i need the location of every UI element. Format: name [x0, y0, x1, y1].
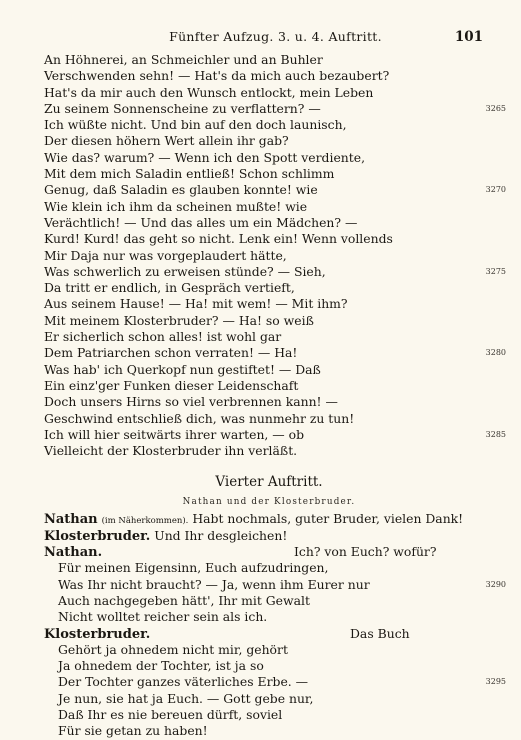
verse-line — [44, 691, 494, 707]
verse-text: Nicht wolltet reicher sein als ich. — [58, 609, 268, 625]
verse-line — [44, 166, 494, 182]
verse-text: Er sicherlich schon alles! ist wohl gar — [44, 329, 282, 345]
page-number: 101 — [454, 29, 483, 45]
speaker-name: Nathan — [44, 512, 98, 528]
speech-text: Ich? von Euch? wofür? — [294, 544, 437, 560]
verse-text: Dem Patriarchen schon verraten! — Ha! — [44, 345, 298, 361]
verse-line — [44, 345, 506, 361]
verse-text: Für sie getan zu haben! — [58, 723, 208, 739]
line-number: 3285 — [485, 429, 506, 439]
verse-text: Vielleicht der Klosterbruder ihn verläßt. — [44, 443, 298, 459]
verse-text: Gehört ja ohnedem nicht mir, gehört — [58, 641, 288, 657]
stage-direction: (im Näherkommen). — [101, 516, 189, 527]
verse-text: Ein einz'ger Funken dieser Leidenschaft — [44, 377, 299, 393]
speech-line — [44, 626, 494, 642]
verse-text: Was schwerlich zu erweisen stünde? — Sieh, — [44, 263, 326, 279]
verse-line — [44, 411, 494, 427]
speech-line — [44, 511, 494, 527]
verse-text: Mit meinem Klosterbruder? — Ha! so weiß — [44, 312, 314, 328]
speech-text: Und Ihr desgleichen! — [154, 527, 288, 543]
verse-text: Zu seinem Sonnenscheine zu verflattern? — — [44, 100, 321, 116]
verse-line — [44, 263, 506, 280]
verse-text: Daß Ihr es nie bereuen dürft, soviel — [58, 706, 283, 722]
speaker-name: Klosterbruder. — [44, 528, 151, 544]
verse-line — [44, 100, 506, 117]
verse-text: Da tritt er endlich, in Gespräch vertieft, — [44, 280, 295, 296]
verse-text: Genug, daß Saladin es glauben konnte! wie — [44, 182, 318, 198]
verse-text: Für meinen Eigensinn, Euch aufzudringen, — [58, 560, 329, 576]
verse-line — [44, 378, 494, 394]
speech-block — [44, 560, 506, 625]
verse-text: Doch unsers Hirns so viel verbrennen kann! — — [44, 394, 338, 410]
verse-line — [44, 280, 494, 296]
line-number: 3275 — [485, 266, 506, 276]
verse-text: Was Ihr nicht braucht? — Ja, wenn ihm Eurer nur — [58, 576, 370, 592]
verse-text: Je nun, sie hat ja Euch. — Gott gebe nur, — [58, 690, 314, 706]
verse-line — [44, 329, 494, 345]
verse-line — [44, 117, 494, 133]
line-number: 3265 — [485, 103, 506, 113]
verse-text: Aus seinem Hause! — Ha! mit wem! — Mit ihm? — [44, 296, 348, 312]
verse-line — [44, 707, 494, 723]
speech-text: Das Buch — [350, 625, 410, 641]
line-number: 3280 — [485, 348, 506, 358]
verse-line — [44, 150, 494, 166]
verse-line — [44, 362, 494, 378]
speaker-name: Nathan. — [44, 545, 103, 561]
verse-line — [44, 248, 494, 264]
scene-persons: Nathan und der Klosterbruder. — [182, 497, 356, 508]
verse-line — [44, 609, 494, 625]
verse-text: Mir Daja nur was vorgeplaudert hätte, — [44, 247, 287, 263]
verse-block — [44, 52, 506, 459]
verse-text: Mit dem mich Saladin entließ! Schon schlimm — [44, 166, 335, 182]
running-header — [60, 29, 491, 49]
verse-text: Wie das? warum? — Wenn ich den Spott verdiente, — [44, 149, 366, 165]
verse-line — [44, 133, 494, 149]
verse-line — [44, 182, 506, 198]
verse-text: An Höhnerei, an Schmeichler und an Buhler — [44, 52, 323, 67]
verse-text: Kurd! Kurd! das geht so nicht. Lenk ein! Wenn vollends — [44, 231, 393, 247]
verse-line — [44, 231, 494, 247]
verse-line — [44, 560, 494, 576]
speech-text: Habt nochmals, guter Bruder, vielen Dank! — [192, 511, 464, 527]
line-number: 3270 — [485, 185, 506, 195]
verse-text: Hat's da mir auch den Wunsch entlockt, mein Leben — [44, 84, 374, 100]
verse-line — [44, 68, 494, 84]
verse-line — [44, 658, 494, 674]
page-body — [44, 52, 506, 740]
speaker-name: Klosterbruder. — [44, 626, 151, 642]
verse-text: Der diesen höhern Wert allein ihr gab? — [44, 133, 289, 149]
verse-line — [44, 642, 494, 658]
verse-line — [44, 394, 494, 410]
speech-block — [44, 641, 506, 740]
verse-text: Wie klein ich ihm da scheinen mußte! wie — [44, 198, 308, 214]
line-number: 3290 — [485, 579, 506, 589]
verse-line — [44, 723, 494, 739]
verse-text: Verächtlich! — Und das alles um ein Mädchen? — — [44, 214, 358, 230]
verse-line — [44, 593, 494, 609]
verse-line — [44, 52, 494, 68]
verse-line — [44, 199, 494, 215]
verse-line — [44, 426, 506, 443]
speech-line — [44, 528, 494, 544]
verse-text: Ja ohnedem der Tochter, ist ja so — [58, 658, 264, 674]
verse-line — [44, 674, 506, 690]
header-title: Fünfter Aufzug. 3. u. 4. Auftritt. — [169, 29, 382, 44]
verse-text: Geschwind entschließ dich, was nunmehr zu tun! — [44, 410, 355, 426]
verse-line — [44, 296, 494, 312]
verse-line — [44, 443, 494, 459]
line-number: 3295 — [485, 677, 506, 687]
verse-text: Ich will hier seitwärts ihrer warten, — ob — [44, 426, 305, 442]
verse-line — [44, 313, 494, 329]
verse-line — [44, 576, 506, 593]
verse-text: Verschwenden sehn! — Hat's da mich auch bezaubert? — [44, 68, 390, 84]
speech-line — [44, 544, 494, 560]
verse-text: Ich wüßte nicht. Und bin auf den doch launisch, — [44, 117, 347, 133]
verse-text: Auch nachgegeben hätt', Ihr mit Gewalt — [58, 592, 310, 608]
verse-line — [44, 215, 494, 231]
verse-text: Der Tochter ganzes väterliches Erbe. — — [58, 674, 309, 690]
verse-line — [44, 85, 494, 101]
scene-title: Vierter Auftritt. — [215, 474, 323, 491]
verse-text: Was hab' ich Querkopf nun gestiftet! — Daß — [44, 361, 321, 377]
